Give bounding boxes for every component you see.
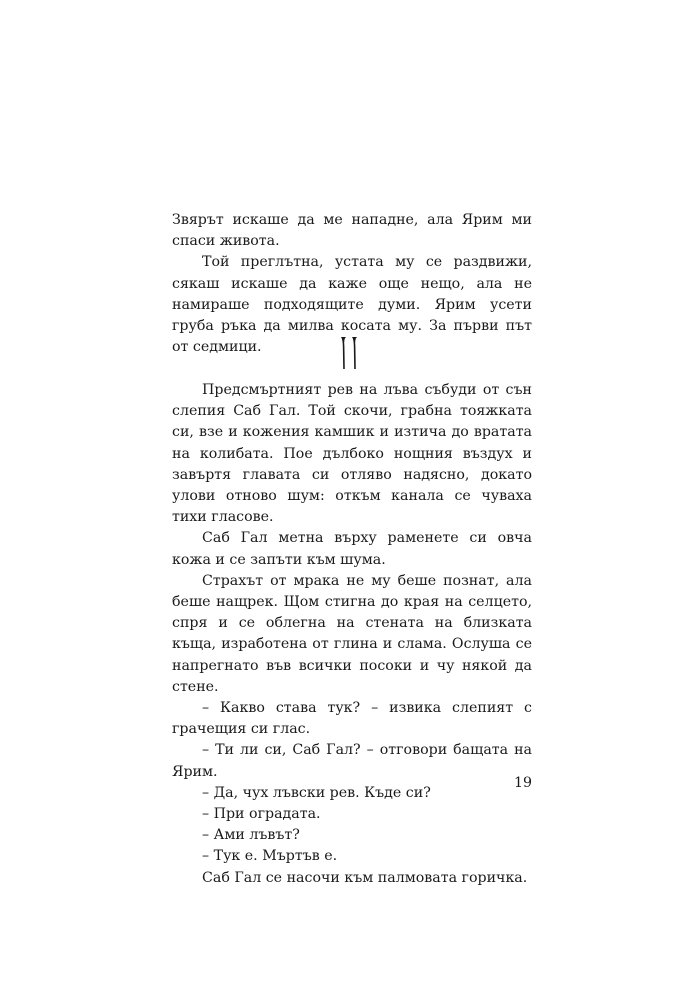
chapter-number-mark — [338, 336, 362, 370]
paragraph: Саб Гал се насочи към палмовата горичка. — [202, 869, 528, 886]
dialog-line: – Ти ли си, Саб Гал? – отговори бащата на Ярим. — [172, 742, 532, 780]
dialog-line: – Тук е. Мъртъв е. — [202, 848, 338, 865]
chapter-numeral-glyph — [338, 336, 362, 370]
paragraph: Той преглътна, устата му се раздвижи, сякаш искаше да каже още нещо, ала не намираше подходящите думи. Ярим усети груба ръка да милва косата му. За първи път от седмици. — [172, 254, 532, 356]
paragraph: Саб Гал метна върху раменете си овча кожа и се запъти към шума. — [172, 530, 532, 568]
page-number: 19 — [513, 775, 532, 791]
text-block-main — [172, 380, 532, 889]
paragraph: Страхът от мрака не му беше познат, ала беше нащрек. Щом стигна до края на селцето, спря и се облегна на стената на близката къща, изработена от глина и слама. Ослуша се напрегнато във всички посоки и чу някой да стене. — [172, 572, 532, 695]
paragraph: Предсмъртният рев на лъва събуди от сън слепия Саб Гал. Той скочи, грабна тояжката си, взе и кожения камшик и изтича до вратата на колибата. Пое дълбоко нощния въздух и завъртя главата си отляво надясно, докато улови отново шум: откъм канала се чуваха тихи гласове. — [172, 382, 532, 526]
dialog-line: – Какво става тук? – извика слепият с грачещия си глас. — [172, 700, 532, 738]
dialog-line: – Да, чух лъвски рев. Къде си? — [202, 784, 431, 801]
dialog-line: – Ами лъвът? — [202, 827, 300, 844]
paragraph: Звярът искаше да ме нападне, ала Ярим ми спаси живота. — [172, 212, 532, 250]
dialog-line: – При оградата. — [202, 806, 321, 823]
